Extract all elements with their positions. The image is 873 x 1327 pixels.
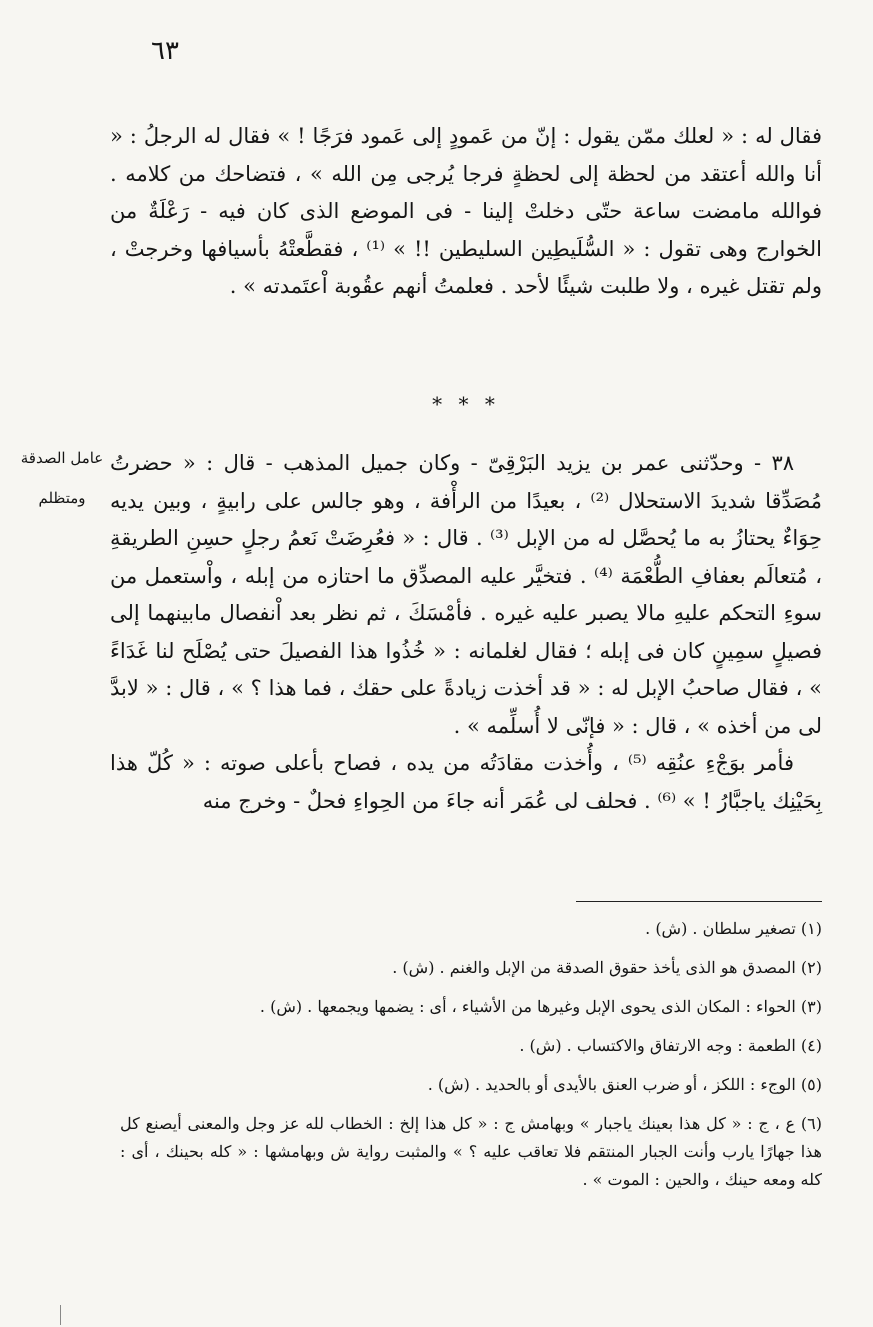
footnote-2: (٢) المصدق هو الذى يأخذ حقوق الصدقة من الإبل والغنم . (ش) . [392, 958, 822, 977]
margin-note-2: ومتظلم [38, 489, 86, 507]
footnote-1: (١) تصغير سلطان . (ش) . [645, 919, 822, 938]
footnote-5: (٥) الوجء : اللكز ، أو ضرب العنق بالأيدى أو بالحديد . (ش) . [427, 1075, 822, 1094]
page-edge-mark [60, 1305, 61, 1325]
main-text-block-1 [110, 118, 822, 306]
paragraph-1: فقال له : « لعلك ممّن يقول : إنّ من عَمودٍ إلى عَمود فرَجًا ! » فقال له الرجلُ : « أنا والله أعتقد من لحظة إلى لحظةٍ فرجا يُرجى مِن الله » ، فتضاحك من كلامه . فوالله مامضت ساعة حتّى دخلتْ إلينا - فى الموضع الذى كان فيه - رَعْلَةٌ من الخوارج وهى تقول : « السُّلَيطِين السليطين !! » ⁽¹⁾ ، فقطَّعتْهُ بأسيافها وخرجتْ ، ولم تقتل غيره ، ولا طلبت شيئًا لأحد . فعلمتُ أنهم عقُوبة اْعتَمدته » . [110, 124, 822, 298]
paragraph-2: ٣٨ - وحدّثنى عمر بن يزيد البَرْقِىّ - وكان جميل المذهب - قال : « حضرتُ مُصَدِّقا شديدَ الاستحلال ⁽²⁾ ، بعيدًا من الرأْفة ، وهو جالس على رابيةٍ ، وبين يديه حِوَاءٌ يحتازُ به ما يُحصَّل له من الإبل ⁽³⁾ . قال : « فعُرِضَتْ نَعمُ رجلٍ حسِنِ الطريقةِ ، مُتعالَم بعفافِ الطُّعْمَة ⁽⁴⁾ . فتخيَّر عليه المصدِّق ما احتازه من إبله ، واْستعمل من سوءِ التحكم عليهِ مالا يصبر عليه غيره . فأمْسَكَ ، ثم نظر بعد اْنفصال مابينهما إلى فصيلٍ سمِينٍ كان فى إبله ؛ فقال لغلمانه : « خُذُوا هذا الفصيلَ حتى يُصْلَح لنا غَدَاءً » ، فقال صاحبُ الإبل له : « قد أخذت زيادةً على حقك ، فما هذا ؟ » ، قال : « لابدَّ لى من أخذه » ، قال : « فإنّى لا أُسلِّمه » . [110, 451, 822, 738]
main-text-block-2 [110, 445, 822, 820]
section-separator: * * * [432, 392, 500, 416]
footnote-divider [576, 901, 822, 902]
footnote-4: (٤) الطعمة : وجه الارتفاق والاكتساب . (ش) . [519, 1036, 822, 1055]
footnote-6: (٦) ع ، ج : « كل هذا بعينك ياجبار » وبهامش ج : « كل هذا إلخ : الخطاب لله عز وجل والمعنى أيصنع كل هذا جهارًا يارب وأنت الجبار المنتقم فلا تعاقب عليه ؟ » والمثبت رواية ش وبهامشها : « كله بحينك ، أى : كله ومعه حينك ، والحين : الموت » . [120, 1114, 823, 1189]
page-number: ٦٣ [151, 36, 179, 66]
paragraph-3: فأمر بوَجْءِ عنُقِه ⁽⁵⁾ ، وأُخذت مقادَتُه من يده ، فصاح بأعلى صوته : « كُلّ هذا بِحَيْنِك ياجبَّارُ ! » ⁽⁶⁾ . فحلف لى عُمَر أنه جاءَ من الحِواءِ فحلٌ - وخرج منه [110, 751, 822, 813]
footnotes [120, 915, 822, 1205]
margin-note-1: عامل الصدقة [20, 449, 104, 467]
footnote-3: (٣) الحواء : المكان الذى يحوى الإبل وغيرها من الأشياء ، أى : يضمها ويجمعها . (ش) . [259, 997, 822, 1016]
